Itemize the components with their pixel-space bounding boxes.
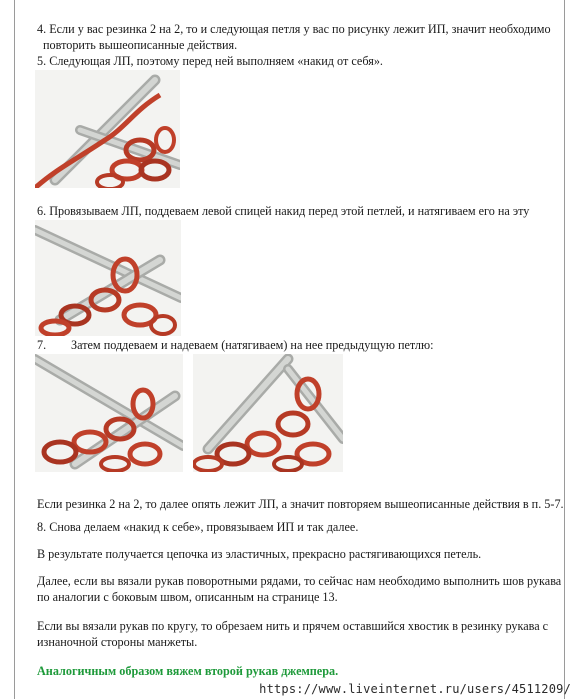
result-paragraph-2-line2: по аналогии с боковым швом, описанным на странице 13. [37, 590, 338, 604]
knitting-photo-step5 [35, 70, 180, 188]
step6-text: 6. Провязываем ЛП, поддеваем левой спицей накид перед этой петлей, и натягиваем его на эту [37, 204, 530, 218]
document-page [14, 0, 565, 699]
step7-text: Затем поддеваем и надеваем (натягиваем) на нее предыдущую петлю: [71, 338, 434, 352]
source-watermark: https://www.liveinternet.ru/users/4511209/ [259, 682, 571, 696]
step8-text: 8. Снова делаем «накид к себе», провязываем ИП и так далее. [37, 520, 359, 534]
result-paragraph-3-line1: Если вы вязали рукав по кругу, то обрезаем нить и прячем оставшийся хвостик в резинку рукава с [37, 619, 549, 633]
photo-step5 [35, 70, 180, 188]
result-paragraph-2-line1: Далее, если вы вязали рукав поворотными рядами, то сейчас нам необходимо выполнить шов рукава [37, 574, 562, 588]
step7-number: 7. [37, 338, 47, 352]
result-paragraph-3-line2: изнаночной стороны манжеты. [37, 635, 198, 649]
knitting-photo-step7b [193, 354, 343, 472]
step5-text: 5. Следующая ЛП, поэтому перед ней выполняем «накид от себя». [37, 54, 383, 68]
step4-line1: 4. Если у вас резинка 2 на 2, то и следующая петля у вас по рисунку лежит ИП, значит необходимо [37, 22, 551, 36]
step4-line2: повторить вышеописанные действия. [43, 38, 238, 52]
photo-step7-b [193, 354, 343, 472]
result-paragraph-1: В результате получается цепочка из эластичных, прекрасно растягивающихся петель. [37, 547, 482, 561]
knitting-photo-step7a [35, 354, 183, 472]
photo-step6 [35, 220, 181, 336]
photo-step7-a [35, 354, 183, 472]
knitting-photo-step6 [35, 220, 181, 336]
final-note: Аналогичным образом вяжем второй рукав джемпера. [37, 664, 339, 678]
repeat-note: Если резинка 2 на 2, то далее опять лежит ЛП, а значит повторяем вышеописанные действия в п. 5-7. [37, 497, 564, 511]
